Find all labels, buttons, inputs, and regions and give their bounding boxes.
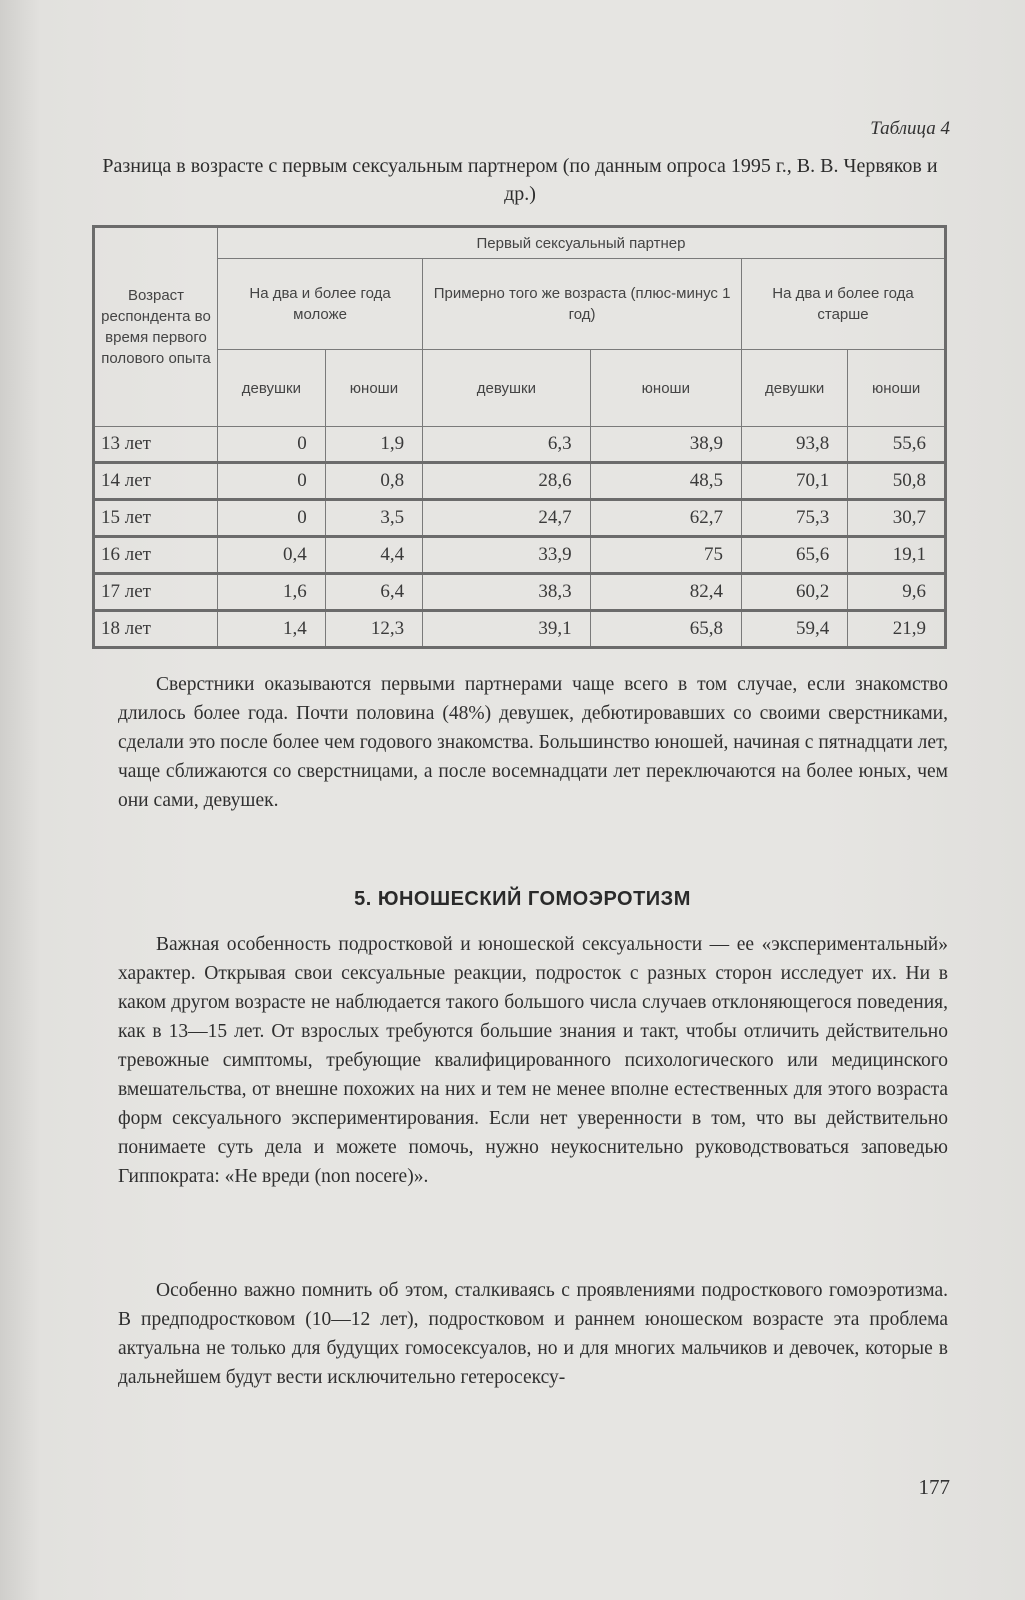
sub-header: юноши — [848, 350, 946, 427]
value-cell: 9,6 — [848, 574, 946, 611]
value-cell: 30,7 — [848, 500, 946, 537]
sub-header: юноши — [590, 350, 741, 427]
group-header-older: На два и более года старше — [742, 259, 946, 350]
value-cell: 4,4 — [325, 537, 422, 574]
value-cell: 28,6 — [423, 463, 590, 500]
paragraph-homoeroticism: Особенно важно помнить об этом, сталкиваясь с проявлениями подросткового гомоэротизма. В предподростковом (10—12 лет), подростковом и раннем юношеском возрасте эта проблема актуальна не только для будущих гомосексуалов, но и для многих мальчиков и девочек, которые в дальнейшем будут вести исключительно гетеросексу- — [118, 1280, 948, 1388]
table-row — [94, 427, 946, 463]
corner-header: Возраст респондента во время первого полового опыта — [94, 227, 218, 427]
sub-header: юноши — [325, 350, 422, 427]
table-row — [94, 500, 946, 537]
table-caption: Разница в возрасте с первым сексуальным партнером (по данным опроса 1995 г., В. В. Червяков и др.) — [102, 155, 938, 205]
value-cell: 0 — [218, 463, 326, 500]
value-cell: 65,8 — [590, 611, 741, 648]
table-row — [94, 537, 946, 574]
age-cell: 13 лет — [94, 427, 218, 463]
value-cell: 39,1 — [423, 611, 590, 648]
value-cell: 0,8 — [325, 463, 422, 500]
value-cell: 38,3 — [423, 574, 590, 611]
value-cell: 0 — [218, 500, 326, 537]
value-cell: 0,4 — [218, 537, 326, 574]
age-cell: 16 лет — [94, 537, 218, 574]
table-row — [94, 463, 946, 500]
top-header: Первый сексуальный партнер — [218, 227, 946, 259]
sub-header: девушки — [218, 350, 326, 427]
value-cell: 82,4 — [590, 574, 741, 611]
value-cell: 62,7 — [590, 500, 741, 537]
age-cell: 15 лет — [94, 500, 218, 537]
value-cell: 12,3 — [325, 611, 422, 648]
value-cell: 1,6 — [218, 574, 326, 611]
table-row — [94, 574, 946, 611]
age-cell: 18 лет — [94, 611, 218, 648]
value-cell: 33,9 — [423, 537, 590, 574]
paragraph-peers: Сверстники оказываются первыми партнерами чаще всего в том случае, если знакомство длилось более года. Почти половина (48%) девушек, дебютировавших со своими сверстниками, сделали это после более чем годового знакомства. Большинство юношей, начиная с пятнадцати лет, чаще сближаются со сверстницами, а после восемнадцати лет переключаются на более юных, чем они сами, девушек. — [118, 674, 948, 811]
age-cell: 17 лет — [94, 574, 218, 611]
value-cell: 59,4 — [742, 611, 848, 648]
value-cell: 0 — [218, 427, 326, 463]
page-number: 177 — [918, 1475, 950, 1499]
value-cell: 93,8 — [742, 427, 848, 463]
value-cell: 75 — [590, 537, 741, 574]
value-cell: 65,6 — [742, 537, 848, 574]
value-cell: 6,3 — [423, 427, 590, 463]
value-cell: 24,7 — [423, 500, 590, 537]
sub-header: девушки — [423, 350, 590, 427]
value-cell: 1,4 — [218, 611, 326, 648]
value-cell: 6,4 — [325, 574, 422, 611]
group-header-younger: На два и более года моложе — [218, 259, 423, 350]
value-cell: 60,2 — [742, 574, 848, 611]
paragraph-experimental: Важная особенность подростковой и юношеской сексуальности — ее «экспериментальный» характер. Открывая свои сексуальные реакции, подросток с разных сторон исследует их. Ни в каком другом возрасте не наблюдается такого большого числа случаев отклоняющегося поведения, как в 13—15 лет. От взрослых требуются большие знания и такт, чтобы отличить действительно тревожные симптомы, требующие квалифицированного психологического или медицинского вмешательства, от внешне похожих на них и тем не менее вполне естественных для этого возраста форм сексуального экспериментирования. Если нет уверенности в том, что вы действительно понимаете суть дела и можете помочь, нужно неукоснительно руководствоваться заповедью Гиппократа: «Не вреди (non nocere)». — [118, 934, 948, 1187]
data-table — [92, 225, 947, 649]
value-cell: 50,8 — [848, 463, 946, 500]
value-cell: 75,3 — [742, 500, 848, 537]
value-cell: 3,5 — [325, 500, 422, 537]
table-label: Таблица 4 — [870, 118, 950, 139]
value-cell: 48,5 — [590, 463, 741, 500]
value-cell: 19,1 — [848, 537, 946, 574]
value-cell: 38,9 — [590, 427, 741, 463]
age-cell: 14 лет — [94, 463, 218, 500]
section-heading: 5. ЮНОШЕСКИЙ ГОМОЭРОТИЗМ — [354, 888, 691, 910]
table-row — [94, 611, 946, 648]
sub-header: девушки — [742, 350, 848, 427]
value-cell: 1,9 — [325, 427, 422, 463]
group-header-same-age: Примерно того же возраста (плюс-минус 1 год) — [423, 259, 742, 350]
value-cell: 21,9 — [848, 611, 946, 648]
value-cell: 70,1 — [742, 463, 848, 500]
value-cell: 55,6 — [848, 427, 946, 463]
